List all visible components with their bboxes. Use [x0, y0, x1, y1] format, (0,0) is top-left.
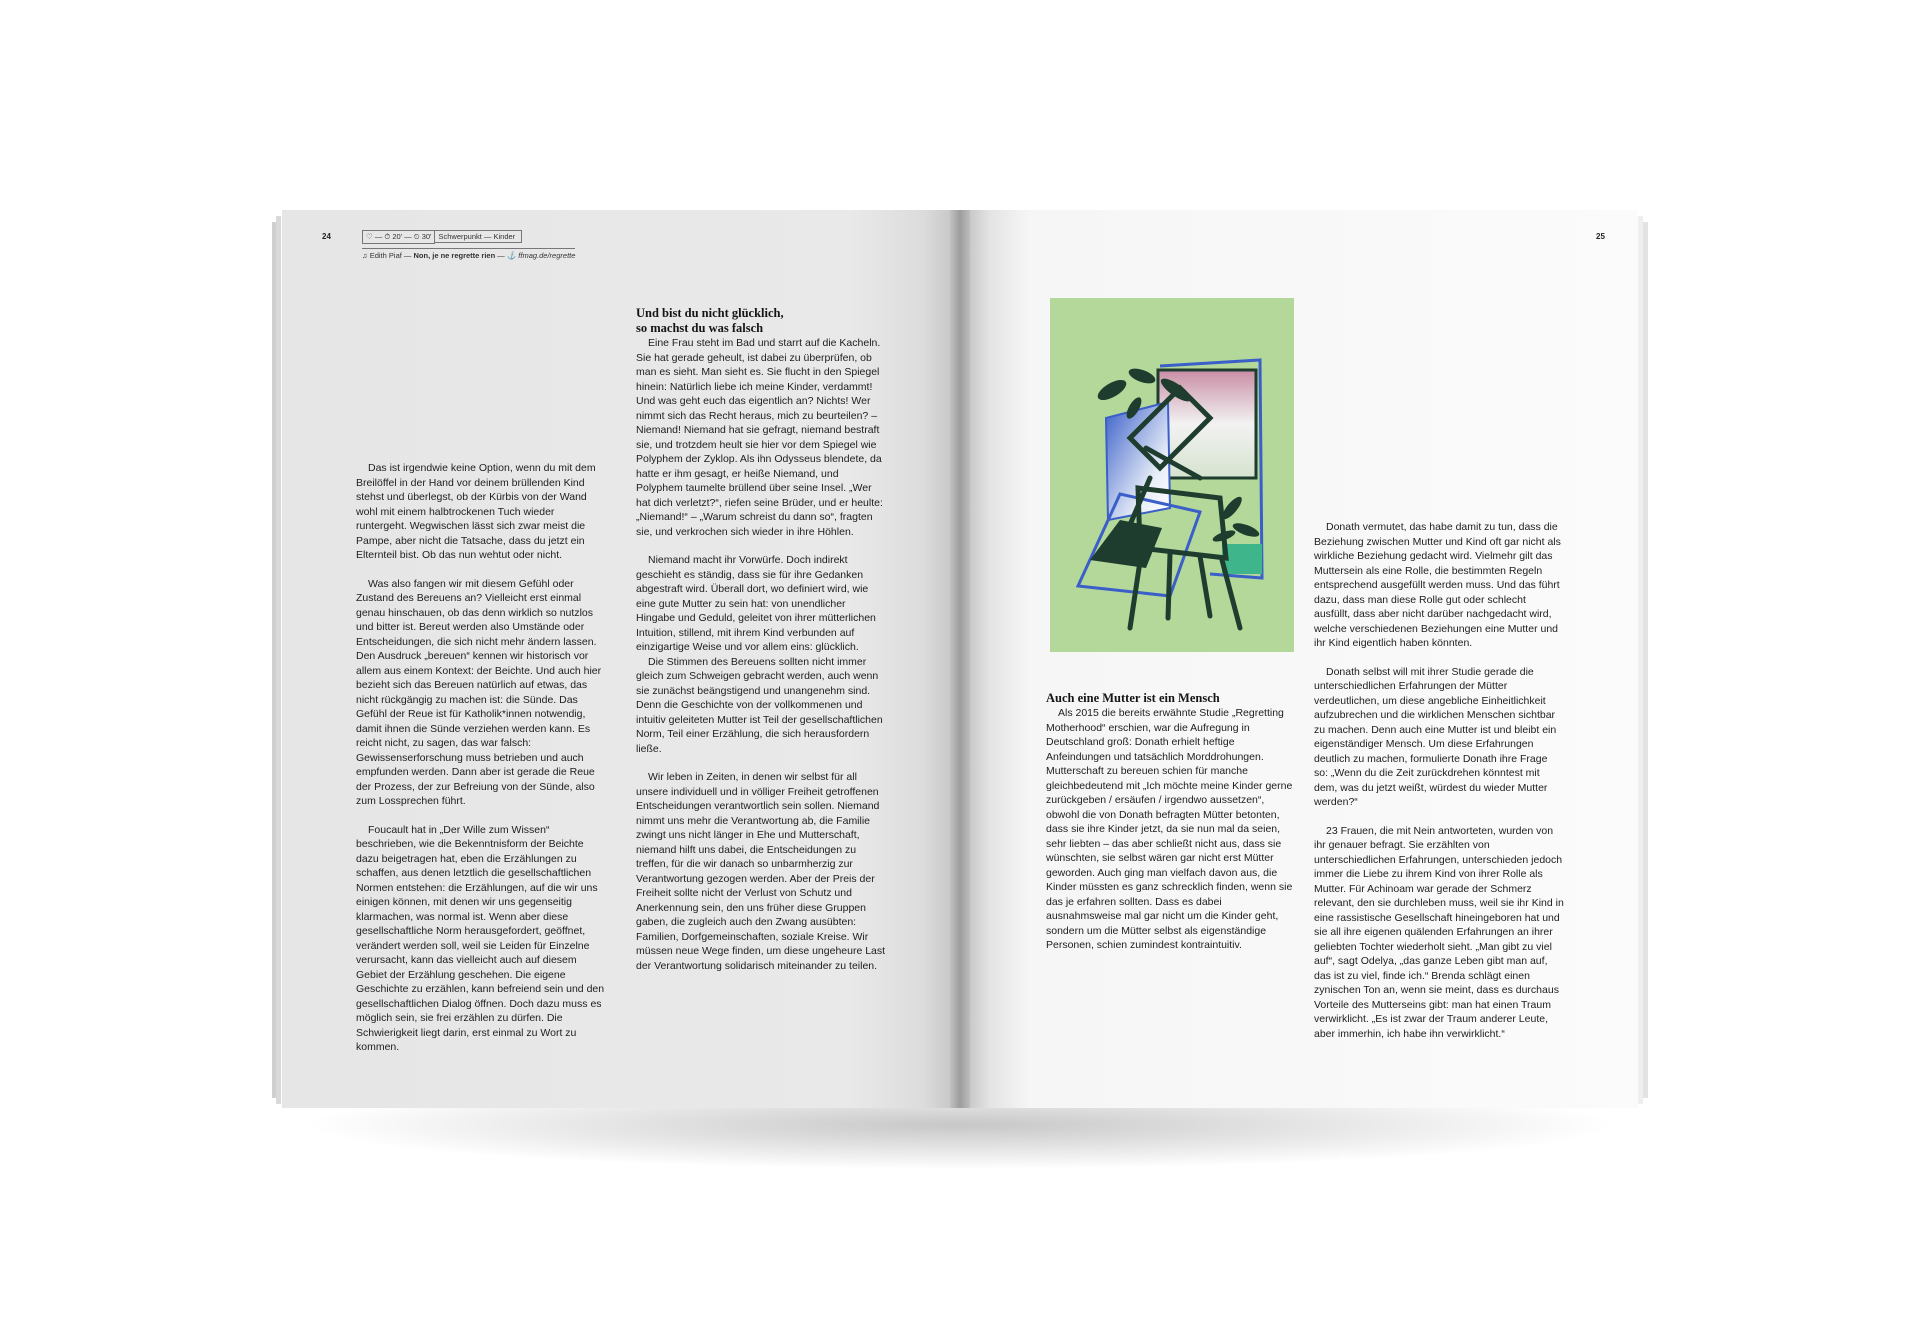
- section-label: Schwerpunkt — Kinder: [435, 230, 522, 243]
- chair-plant-illustration: [1050, 298, 1294, 652]
- reading-time-badge: ♡ — ⏱ 20' — ⏲ 30': [362, 230, 435, 244]
- paragraph: Das ist irgendwie keine Option, wenn du mit dem Breilöffel in der Hand vor deinem brüllenden Kind stehst und überlegst, ob der Kürbis von der Wand wohl mit einem halbtrockenen Tuch wieder runtergeht. Wegwischen lässt sich zwar meist die Pampe, aber nicht die Tatsache, dass du jetzt ein Elternteil bist. Ob das nun wehtut oder nicht.: [356, 462, 596, 561]
- song-link[interactable]: — ⚓ ffmag.de/regrette: [497, 251, 576, 260]
- page-number-right: 25: [1596, 232, 1605, 241]
- music-note-icon: ♫: [362, 251, 368, 260]
- right-page-edge: [1643, 222, 1648, 1098]
- article-meta-top: [362, 230, 522, 244]
- paragraph: Wir leben in Zeiten, in denen wir selbst für all unsere individuell und in völliger Freiheit getroffenen Entscheidungen verantwortlich sein sollen. Niemand nimmt uns mehr die Verantwortung ab, die Familie zwingt uns nicht länger in Ehe und Mutterschaft, niemand hilft uns dabei, die Entscheidungen zu treffen, für die wir danach so unbarmherzig zur Verantwortung gezogen werden. Aber der Preis der Freiheit sollte nicht der Verlust von Schutz und Anerkennung sein, den uns früher diese Gruppen gaben, die zugleich auch den Zwang ausübten: Familien, Dorfgemeinschaften, soziale Kreise. Wir müssen neue Wege finden, um diese ungeheure Last der Verantwortung solidarisch miteinander zu teilen.: [636, 771, 886, 972]
- paragraph: Die Stimmen des Bereuens sollten nicht immer gleich zum Schweigen gebracht werden, auch wenn sie zunächst beängstigend und unangenehm sind. Denn die Geschichte von der vollkommenen und intuitiv geleiteten Mutter ist Teil der gesellschaftlichen Norm, Teil einer Erzählung, die sich herausfordern ließe.: [636, 655, 883, 755]
- right-column-1: [1046, 691, 1296, 967]
- page-number-left: 24: [322, 232, 331, 241]
- left-page-edge: [276, 216, 281, 1104]
- paragraph: Als 2015 die bereits erwähnte Studie „Regretting Motherhood“ erschien, war die Aufregung in Deutschland groß: Donath erhielt heftige Anfeindungen und tatsächlich Morddrohungen. Mutterschaft zu bereuen schien für manche gleichbedeutend mit „Ich möchte meine Kinder gerne zurückgeben / ersäufen / irgendwo aussetzen“, obwohl die von Donath befragten Mütter betonten, dass sie ihre Kinder jetzt, da sie nun mal da seien, sehr liebten – das aber schließt nicht aus, dass sie wünschten, sie selbst wären gar nicht erst Mütter geworden. Auch ging man vielfach davon aus, die Kinder müssten es ganz schrecklich finden, wenn sie das je erfahren sollten. Dass es dabei ausnahmsweise mal gar nicht um die Kinder geht, sondern um die Mütter selbst als eigenständige Personen, schien zumindest kontraintuitiv.: [1046, 707, 1293, 951]
- paragraph: Donath vermutet, das habe damit zu tun, dass die Beziehung zwischen Mutter und Kind oft gar nicht als wirkliche Beziehung gedacht wird. Vielmehr gilt das Muttersein als eine Rolle, die bestimmten Regeln entsprechend ausgefüllt werden muss. Und das führt dazu, dass man diese Rolle gut oder schlecht ausfüllt, dass aber nicht darüber nachgedacht wird, welche verschiedenen Beziehungen eine Mutter und ihr Kind eigentlich haben könnten.: [1314, 521, 1561, 649]
- section-heading: Auch eine Mutter ist ein Mensch: [1046, 691, 1220, 705]
- section-heading-line1: Und bist du nicht glücklich,: [636, 306, 784, 320]
- song-title: Non, je ne regrette rien: [413, 251, 496, 260]
- book-gutter: [950, 210, 970, 1108]
- section-heading-line2: so machst du was falsch: [636, 321, 764, 335]
- paragraph: Was also fangen wir mit diesem Gefühl oder Zustand des Bereuens an? Vielleicht erst einmal genau hinschauen, ob das denn wirklich so nutzlos und bitter ist. Bereut werden also Umstände oder Entscheidungen, die sich nicht mehr ändern lassen. Den Ausdruck „bereuen“ kennen wir historisch vor allem aus einem Kontext: der Beichte. Und auch hier bezieht sich das Bereuen natürlich auf etwas, das nicht rückgängig zu machen ist: die Sünde. Das Gefühl der Reue ist für Katholik*innen notwendig, damit ihnen die Sünde verziehen werden kann. Es reicht nicht, zu sagen, das war falsch: Gewissenserforschung muss betrieben und auch empfunden werden. Dann aber ist gerade die Reue der Prozess, der zur Befreiung von der Sünde, also zum Lossprechen führt.: [356, 577, 602, 807]
- paragraph: Niemand macht ihr Vorwürfe. Doch indirekt geschieht es ständig, dass sie für ihre Gedanken abgestraft wird. Überall dort, wo definiert wird, wie eine gute Mutter zu sein hat: von unendlicher Hingabe und Geduld, geleitet von ihrer mütterlichen Intuition, stillend, mit ihrem Kind verbunden auf einzigartige Weise und vor allem eins: glücklich.: [636, 554, 876, 653]
- paragraph: Foucault hat in „Der Wille zum Wissen“ beschrieben, wie die Bekenntnisform der Beichte dazu beigetragen hat, eben die Erzählungen zu schaffen, aus denen letztlich die gesellschaftlichen Normen entstehen: die Erzählungen, auf die wir uns einigen können, mit denen wir uns gegenseitig klarmachen, was normal ist. Wenn aber diese gesellschaftliche Norm herausgefordert, geöffnet, verändert werden soll, weil sie Leiden für Einzelne verursacht, kann das vielleicht auch auf diesem Gebiet der Erzählung geschehen. Die eigene Geschichte zu erzählen, kann befreiend sein und den gesellschaftlichen Dialog öffnen. Doch dazu muss es möglich sein, sie frei erzählen zu dürfen. Die Schwierigkeit liegt darin, erst einmal zu Wort zu kommen.: [356, 823, 605, 1053]
- song-artist: Edith Piaf —: [369, 251, 412, 260]
- right-column-2: [1314, 520, 1564, 1055]
- paragraph: 23 Frauen, die mit Nein antworteten, wurden von ihr genauer befragt. Sie erzählten von unterschiedlichen Erfahrungen, unterschieden jedoch immer die Liebe zu ihrem Kind von ihrer Rolle als Mutter. Für Achinoam war gerade der Schmerz relevant, den sie durchleben muss, weil sie ihr Kind in eine rassistische Gesellschaft hineingeboren hat und sie all ihre eigenen quälenden Erfahrungen an ihrer geliebten Tochter wiederholt sieht. „Man gibt zu viel auf“, sagt Odelya, „das ganze Leben gibt man auf, das ist zu viel, finde ich.“ Brenda schlägt einen zynischen Ton an, wenn sie meint, dass es durchaus Vorteile des Mutterseins gibt: man hat einen Traum verwirklicht. „Es ist zwar der Traum anderer Leute, aber immerhin, ich habe ihn verwirklicht.“: [1314, 824, 1564, 1040]
- right-page-edge: [1638, 216, 1643, 1104]
- left-column-1: [356, 461, 606, 1069]
- paragraph: Eine Frau steht im Bad und starrt auf die Kacheln. Sie hat gerade geheult, ist dabei zu überprüfen, ob man es sieht. Man sieht es. Sie flucht in den Spiegel hinein: Natürlich liebe ich meine Kinder, verdammt! Und was geht euch das eigentlich an? Nichts! Wer nimmt sich das Recht heraus, mich zu beurteilen? – Niemand! Niemand hat sie gefragt, niemand bestraft sie, und trotzdem heult sie hier vor dem Spiegel wie Polyphem der Zyklop. Als ihn Odysseus blendete, da hatte er ihm gesagt, er heiße Niemand, und Polyphem taumelte brüllend über seine Insel. „Wer hat dich verletzt?“, riefen seine Brüder, und er heulte: „Niemand!“ – „Warum schreist du dann so“, fragten sie, und verkrochen sich wieder in ihre Höhlen.: [636, 337, 883, 538]
- article-meta-song: [362, 248, 575, 260]
- paragraph: Donath selbst will mit ihrer Studie gerade die unterschiedlichen Erfahrungen der Mütter verdeutlichen, um diese angebliche Einheitlichkeit aufzubrechen und die wirklichen Menschen sichtbar zu machen. Denn auch eine Mutter ist und bleibt ein eigenständiger Mensch. Um diese Erfahrungen deutlich zu machen, formulierte Donath ihre Frage so: „Wenn du die Zeit zurückdrehen könntest mit dem, was du jetzt weißt, würdest du wieder Mutter werden?“: [1314, 665, 1557, 808]
- left-column-2: [636, 306, 886, 987]
